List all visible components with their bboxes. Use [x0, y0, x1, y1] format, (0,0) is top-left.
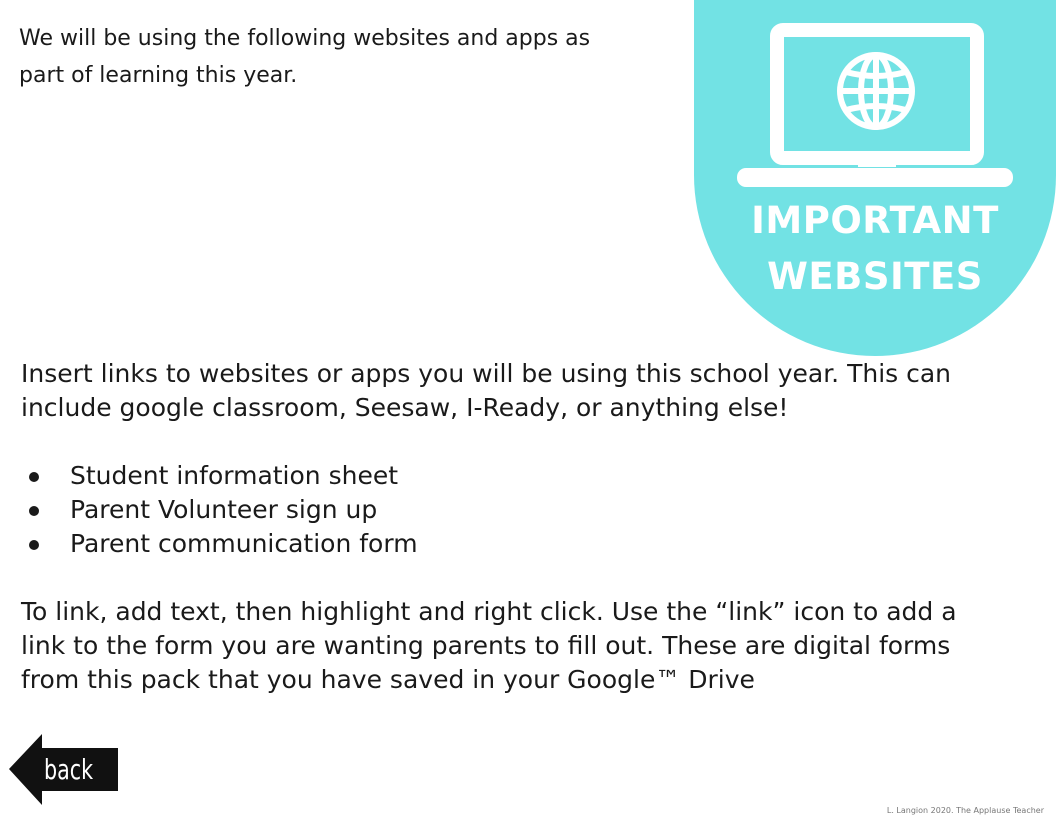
instructions-line-3: from this pack that you have saved in your Google™ Drive — [21, 665, 755, 694]
list-item-parent-communication-form[interactable] — [21, 527, 418, 561]
copyright-credit: L. Langion 2020. The Applause Teacher — [886, 806, 1044, 815]
important-websites-badge — [694, 0, 1056, 356]
instructions-paragraph — [21, 357, 1041, 425]
list-item-student-information-sheet[interactable] — [21, 459, 418, 493]
laptop-globe-icon — [734, 18, 1016, 193]
intro-text — [19, 20, 699, 94]
body-line-1: Insert links to websites or apps you will be using this school year. This can — [21, 359, 952, 388]
bullet-icon — [29, 506, 39, 516]
back-button[interactable] — [9, 734, 119, 806]
back-button-label: back — [44, 753, 94, 786]
body-line-2: include google classroom, Seesaw, I-Ready, or anything else! — [21, 393, 789, 422]
list-item-label: Parent Volunteer sign up — [70, 495, 378, 524]
list-item-label: Student information sheet — [70, 461, 399, 490]
instructions-line-1: To link, add text, then highlight and right click. Use the “link” icon to add a — [21, 597, 957, 626]
back-arrow-icon — [9, 734, 118, 805]
bullet-icon — [29, 540, 39, 550]
linking-instructions — [21, 595, 1046, 697]
intro-line-2: part of learning this year. — [19, 63, 298, 88]
form-link-list — [21, 459, 418, 561]
badge-title-line-2: WEBSITES — [767, 255, 983, 298]
bullet-icon — [29, 472, 39, 482]
intro-line-1: We will be using the following websites and apps as — [19, 26, 591, 51]
badge-title-line-1: IMPORTANT — [751, 199, 999, 242]
instructions-line-2: link to the form you are wanting parents to fill out. These are digital forms — [21, 631, 951, 660]
list-item-parent-volunteer-sign-up[interactable] — [21, 493, 418, 527]
list-item-label: Parent communication form — [70, 529, 418, 558]
